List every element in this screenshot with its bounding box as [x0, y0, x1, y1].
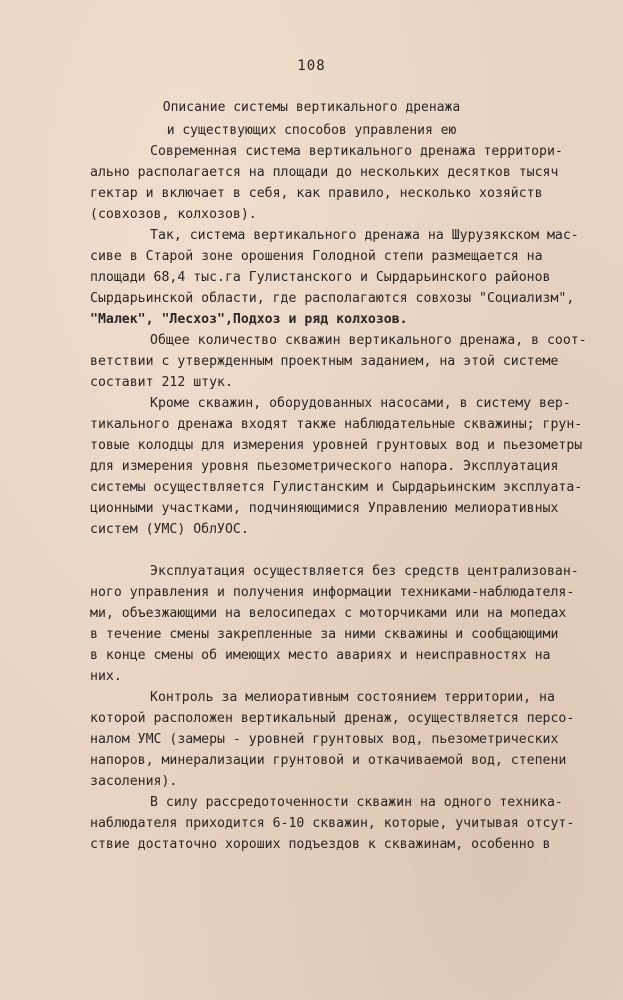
text-line: площади 68,4 тыс.га Гулистанского и Сырдарьинского районов: [90, 270, 551, 285]
text-line: гектар и включает в себя, как правило, несколько хозяйств: [90, 186, 543, 201]
text-line: тикального дренажа входят также наблюдательные скважины; грун-: [90, 417, 583, 432]
text-line: Сырдарьинской области, где располагаются совхозы "Социализм",: [90, 291, 575, 306]
text-line: (совхозов, колхозов).: [90, 207, 257, 222]
text-line: системы осуществляется Гулистанским и Сырдарьинским эксплуата-: [90, 480, 583, 495]
text-line: для измерения уровня пьезометрического напора. Эксплуатация: [90, 459, 559, 474]
text-line: Эксплуатация осуществляется без средств централизован-: [150, 564, 579, 579]
paragraph: [90, 792, 620, 855]
text-line: которой расположен вертикальный дренаж, осуществляется персо-: [90, 711, 575, 726]
text-line: наблюдателя приходится 6-10 скважин, которые, учитывая отсут-: [90, 816, 575, 831]
text-line: Кроме скважин, оборудованных насосами, в систему вер-: [150, 396, 571, 411]
text-line: сиве в Старой зоне орошения Голодной степи размещается на: [90, 249, 543, 264]
text-line: ционными участками, подчиняющимися Управлению мелиоративных: [90, 501, 559, 516]
text-line: ветствии с утвержденным проектным заданием, на этой системе: [90, 354, 559, 369]
paragraph-gap: [90, 540, 620, 561]
document-body: [90, 141, 620, 855]
text-line: составит 212 штук.: [90, 375, 233, 390]
text-line: ми, объезжающими на велосипедах с моторчиками или на мопедах: [90, 606, 567, 621]
text-line: ного управления и получения информации техниками-наблюдателя-: [90, 585, 575, 600]
text-line: систем (УМС) ОблУОС.: [90, 522, 249, 537]
text-line: засоления).: [90, 774, 178, 789]
text-line: ствие достаточно хороших подъездов к скважинам, особенно в: [90, 837, 551, 852]
text-line: товые колодцы для измерения уровней грунтовых вод и пьезометры: [90, 438, 583, 453]
page-number: 108: [297, 58, 326, 74]
paragraph: [90, 330, 620, 393]
text-line: В силу рассредоточенности скважин на одного техника-: [150, 795, 563, 810]
text-line: Так, система вертикального дренажа на Шурузякском мас-: [150, 228, 579, 243]
text-line: Общее количество скважин вертикального дренажа, в соот-: [150, 333, 587, 348]
text-line: ально располагается на площади до нескольких десятков тысяч: [90, 165, 559, 180]
text-line: Контроль за мелиоративным состоянием территории, на: [150, 690, 555, 705]
paragraph: [90, 141, 620, 225]
paragraph: [90, 687, 620, 792]
paragraph: [90, 393, 620, 540]
section-title-line-1: Описание системы вертикального дренажа: [162, 100, 461, 115]
text-line: Современная система вертикального дренажа территори-: [150, 144, 563, 159]
text-line: напоров, минерализации грунтовой и откачиваемой вод, степени: [90, 753, 567, 768]
paragraph: [90, 561, 620, 687]
text-line: них.: [90, 669, 122, 684]
section-title: [0, 96, 623, 142]
text-line: налом УМС (замеры - уровней грунтовых вод, пьезометрических: [90, 732, 559, 747]
paragraph: [90, 225, 620, 330]
text-line: "Малек", "Лесхоз",Подхоз и ряд колхозов.: [90, 312, 408, 327]
text-line: в конце смены об имеющих место авариях и неисправностях на: [90, 648, 551, 663]
text-line: в течение смены закрепленные за ними скважины и сообщающими: [90, 627, 559, 642]
section-title-line-2: и существующих способов управления ею: [166, 123, 457, 138]
